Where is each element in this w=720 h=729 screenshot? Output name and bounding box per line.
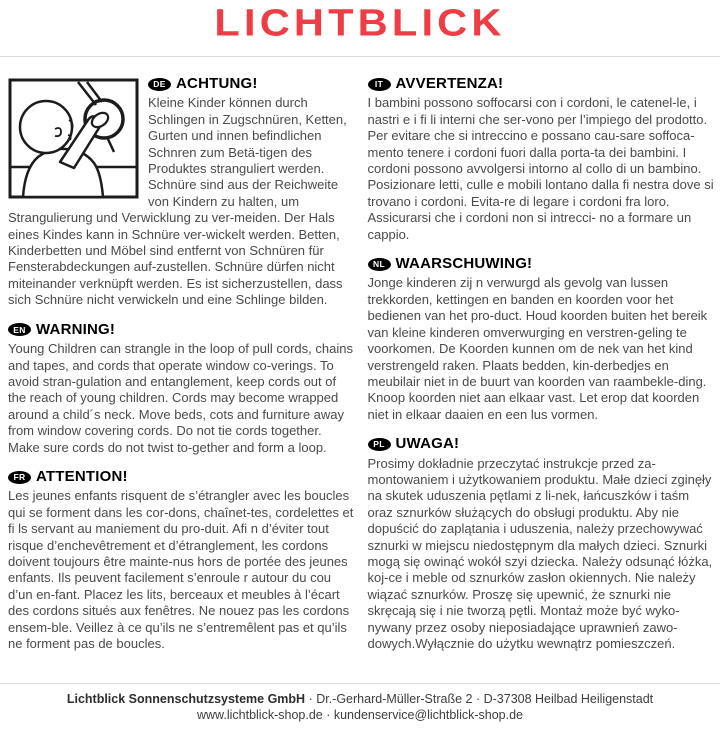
section-warning-nl	[368, 256, 715, 423]
company-address: · Dr.-Gerhard-Müller-Straße 2 · D-37308 Heilbad Heiligenstadt	[305, 692, 654, 706]
section-heading-text-en: WARNING!	[36, 320, 116, 338]
section-body-it: I bambini possono soffocarsi con i cordoni, le catenel-le, i nastri e i fi li interni che ser-vono per l’impiego del prodotto. Per evitare che si intreccino e possano cau-sare soffoca-mento tenere i cordoni fuori dalla porta-ta dei bambini. I cordoni possono avvolgersi intorno al collo di un bambino. Posizionare letti, culle e mobili lontano dalla fi nestra dove si trovano i cordoni. Evita-re di legare i cordoni fra loro. Assicurarsi che i cordoni non si intrecci- no a formare un cappio.	[367, 95, 714, 242]
section-body-en: Young Children can strangle in the loop of pull cords, chains and tapes, and cords that operate window co-verings. To avoid stran-gulation and entanglement, keep cords out of the reach of young children. Cords may become wrapped around a child´s neck. Move beds, cots and furniture away from window covering cords. Do not tie cords together. Make sure cords do not twist to-gether and form a loop.	[8, 341, 353, 455]
section-warning-it	[368, 76, 715, 243]
section-heading-text-it: AVVERTENZA!	[395, 75, 504, 92]
lichtblick-logo: LICHTBLICK	[214, 1, 506, 45]
language-badge-it: IT	[368, 78, 391, 91]
child-cord-warning-illustration	[8, 78, 139, 199]
footer-line-1	[10, 691, 710, 707]
language-badge-fr: FR	[8, 471, 31, 484]
section-body-fr: Les jeunes enfants risquent de s’étrangler avec les boucles qui se forment dans les cor-dons, chaînet-tes, cordelettes et fi ls servant au maniement du pro-duit. Afi n d’éviter tout risque d’enchevêtrement et d’étranglement, les cordons doivent toujours être mainte-nus hors de portée des jeunes enfants. Ils peuvent facilement s’enroule r autour du cou d’un en-fant. Placez les lits, berceaux et meubles à l’écart des cordons situés aux fenêtres. Ne nouez pas les cordons ensem-ble. Veillez à ce qu’ils ne s’entremêlent pas et qu’ils ne forment pas de boucles.	[8, 488, 354, 651]
section-body-pl: Prosimy dokładnie przeczytać instrukcje przed za-montowaniem i użytkowaniem produktu. Małe dzieci zginęły na skutek uduszenia pętlami z li-nek, łańcuszków i taśm oraz sznurków służących do obsługi produktu. Aby nie dopuścić do zaplątania i uduszenia, należy przechowywać sznurki w miejscu niedostępnym dla małych dzieci. Sznurki mogą się owinąć wokół szyi dziecka. Należy odsunąć łóżka, koj-ce i meble od sznurków zasłon okiennych. Nie należy wiązać sznurków. Proszę się upewnić, że sznurki nie skręcają się i nie tworzą pętli. Montaż może być wyko-nywany przez osoby nieposiadające uprawnień zawo-dowych.Wyłącznie do użytku wewnątrz pomieszczeń.	[367, 455, 713, 651]
language-badge-en: EN	[8, 323, 31, 336]
language-badge-nl: NL	[368, 258, 391, 271]
section-title-pl	[368, 436, 715, 452]
section-title-de	[148, 76, 355, 92]
section-title-nl	[368, 256, 715, 272]
language-badge-pl: PL	[368, 438, 391, 451]
section-heading-text-de: ACHTUNG!	[176, 75, 258, 92]
section-heading-text-nl: WAARSCHUWING!	[395, 255, 533, 273]
section-title-fr	[8, 469, 355, 485]
company-name: Lichtblick Sonnenschutzsysteme GmbH	[66, 692, 306, 706]
left-column	[8, 76, 355, 683]
content-columns	[0, 57, 720, 683]
right-column	[368, 76, 715, 683]
child-cord-warning-icon	[8, 78, 139, 199]
section-heading-text-fr: ATTENTION!	[36, 467, 128, 485]
section-title-en	[8, 322, 355, 338]
section-warning-fr	[8, 469, 355, 652]
footer	[0, 683, 720, 729]
language-badge-de: DE	[148, 78, 171, 91]
section-title-it	[368, 76, 715, 92]
section-warning-en	[8, 322, 355, 456]
section-warning-pl	[368, 436, 715, 652]
masthead	[0, 0, 720, 43]
footer-line-2: www.lichtblick-shop.de · kundenservice@lichtblick-shop.de	[196, 708, 524, 722]
section-heading-text-pl: UWAGA!	[395, 435, 460, 453]
section-body-de: Kleine Kinder können durch Schlingen in Zugschnüren, Ketten, Gurten und innen befindlichen Schnren zum Betä-tigen des Produktes stranguliert werden. Schnüre sind aus der Reichweite von Kindern zu halten, um Strangulierung und Verwicklung zu ver-meiden. Der Hals eines Kindes kann in Schnüre ver-wickelt werden. Betten, Kinderbetten und Möbel sind entfernt von Schnüren für Fensterabdeckungen auf-zustellen. Schnüre dürfen nicht miteinander verknüpft werden. Es ist sicherzustellen, dass sich Schnüre nicht verwickeln und eine Schlinge bilden.	[8, 95, 347, 308]
section-body-nl: Jonge kinderen zij n verwurgd als gevolg van lussen trekkorden, kettingen en banden en koorden voor het bedienen van het pro-duct. Houd koorden buiten het bereik van kleine kinderen omverwurging en verstren-geling te voorkomen. De Koorden kunnen om de nek van het kind verstrengeld raken. Plaats bedden, kin-derbedjes en meubilair niet in de buurt van koorden van raambekle-ding. Knoop koorden niet aan elkaar vast. Let erop dat koorden niet in elkaar daaien en een lus vormen.	[367, 275, 708, 422]
